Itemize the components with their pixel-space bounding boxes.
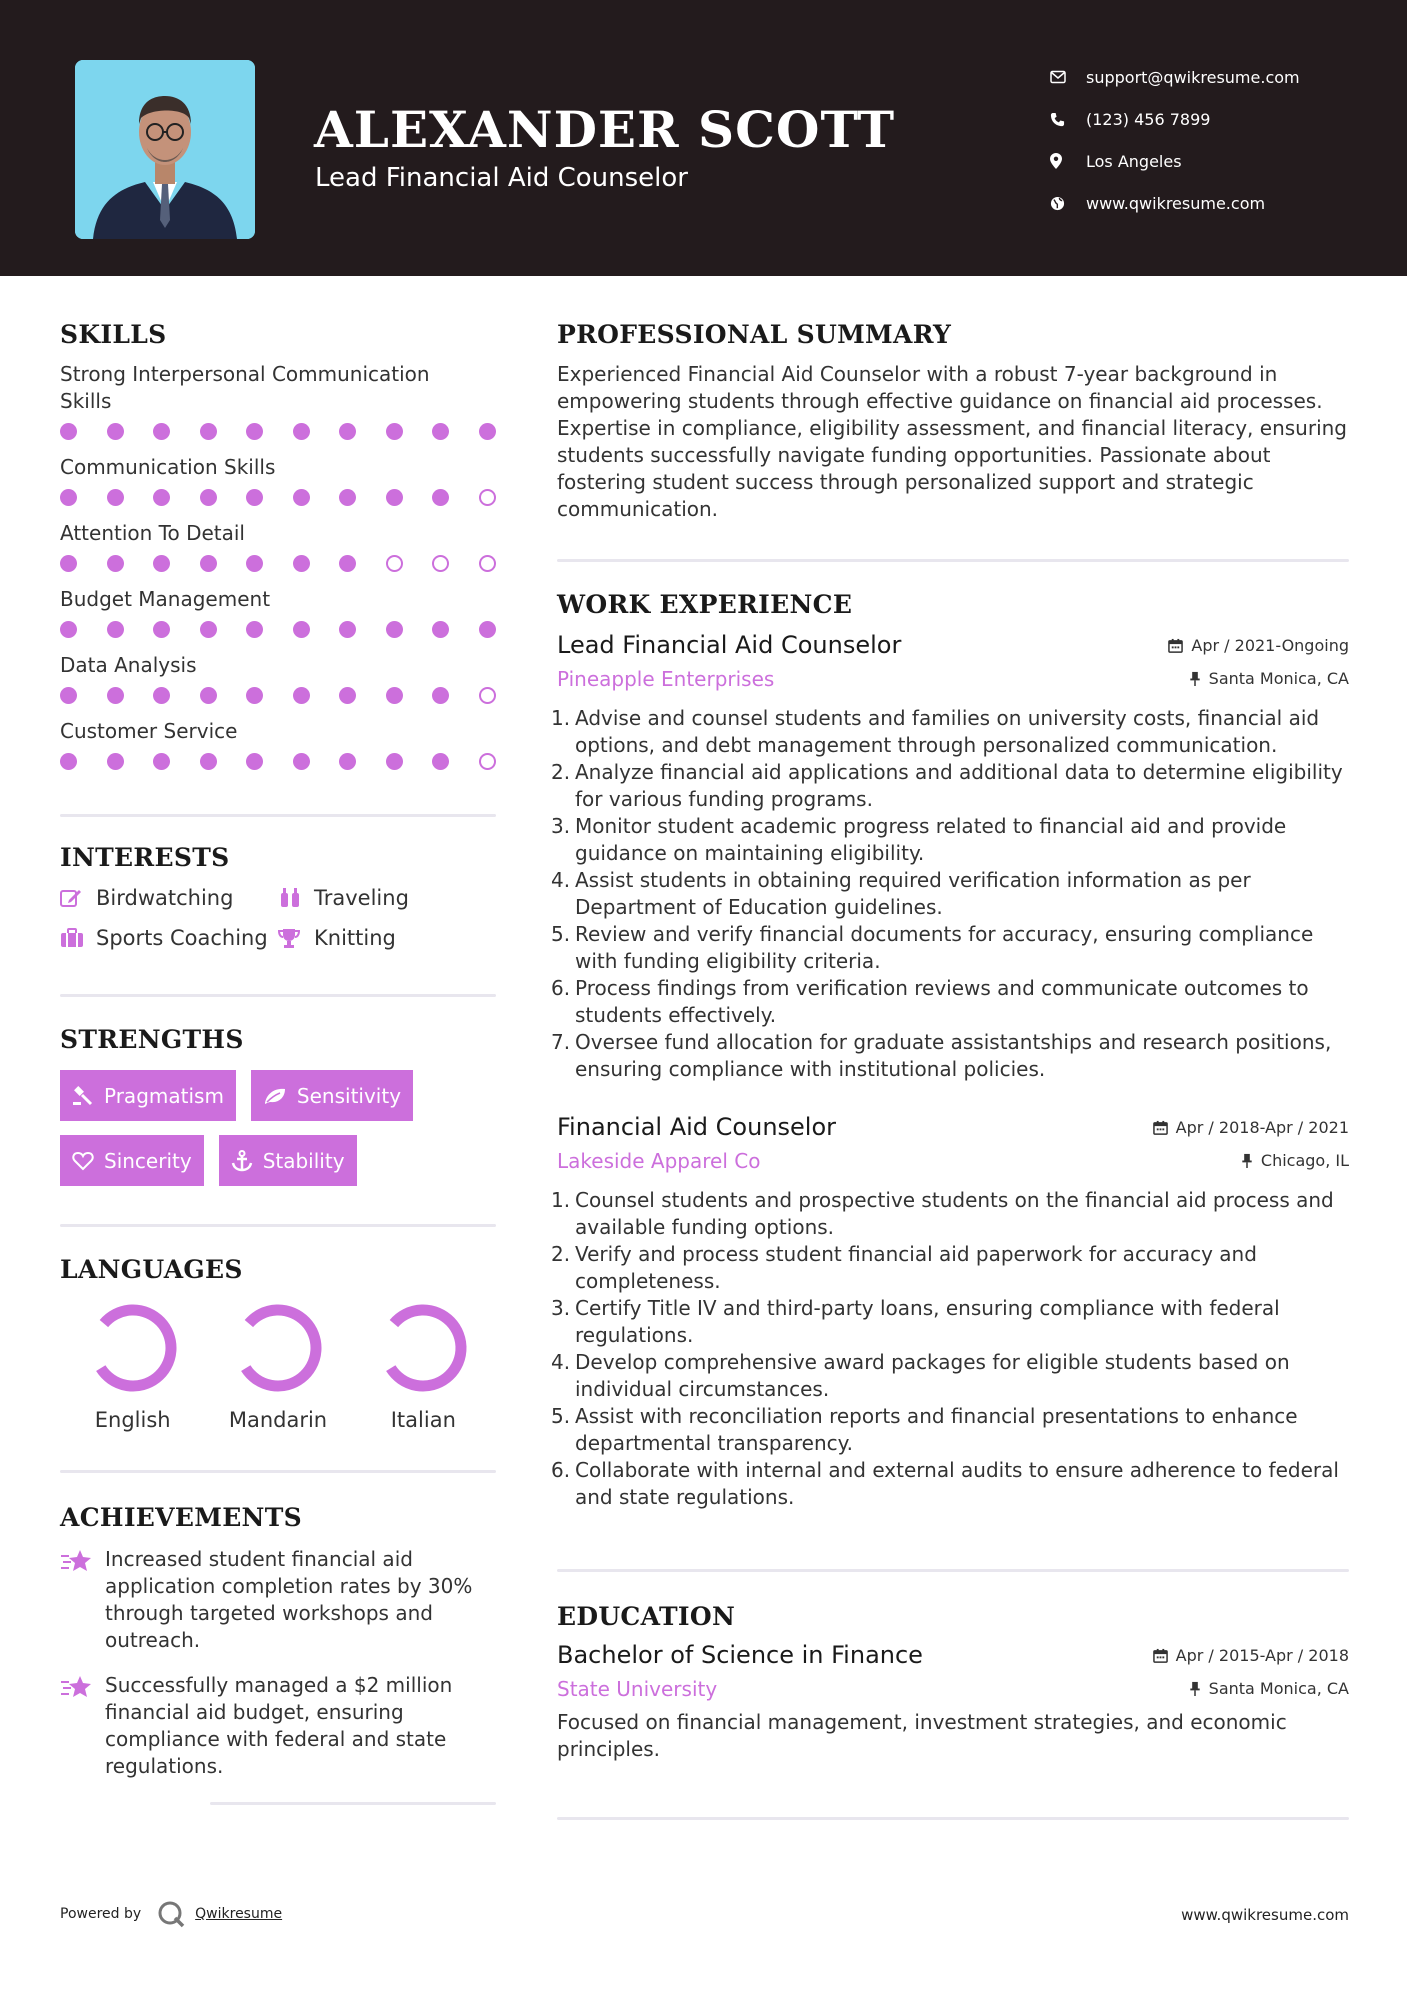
responsibility-item: Counsel students and prospective students on the financial aid process and available funding options. [575, 1188, 1334, 1239]
rating-dot-filled [432, 489, 449, 506]
interests-list [60, 886, 496, 950]
achievement-text: Increased student financial aid application completion rates by 30% through targeted workshops and outreach. [105, 1547, 473, 1652]
contact-phone-text: (123) 456 7899 [1086, 109, 1211, 129]
calendar-icon [1168, 638, 1183, 653]
responsibility-item: Review and verify financial documents for accuracy, ensuring compliance with funding eligibility criteria. [575, 922, 1314, 973]
rating-dot-filled [153, 555, 170, 572]
section-divider [557, 1569, 1349, 1572]
interest-label: Birdwatching [96, 886, 234, 910]
rating-dot-filled [246, 621, 263, 638]
rating-dot-filled [293, 489, 310, 506]
rating-dot-filled [153, 423, 170, 440]
pushpin-icon [1241, 1153, 1253, 1168]
job-entry [557, 631, 1349, 1083]
rating-dot-filled [386, 423, 403, 440]
interest-item [278, 886, 496, 910]
contact-website-text: www.qwikresume.com [1086, 193, 1266, 213]
contact-website[interactable] [1050, 182, 1300, 224]
strengths-list [60, 1070, 496, 1186]
job-company: Pineapple Enterprises [557, 667, 775, 691]
job-subheader [557, 667, 1349, 691]
skill-item [60, 586, 496, 638]
skill-rating [60, 687, 496, 704]
skill-name: Communication Skills [60, 455, 276, 479]
section-divider [60, 1224, 496, 1227]
interest-label: Sports Coaching [96, 926, 268, 950]
rating-dot-filled [246, 753, 263, 770]
rating-dot-filled [60, 687, 77, 704]
rating-dot-empty [432, 555, 449, 572]
section-divider [210, 1802, 496, 1805]
rating-dot-filled [293, 621, 310, 638]
calendar-icon [1153, 1120, 1168, 1135]
rating-dot-filled [246, 489, 263, 506]
job-location-text: Santa Monica, CA [1208, 669, 1349, 688]
rating-dot-filled [339, 555, 356, 572]
education-description: Focused on financial management, investment strategies, and economic principles. [557, 1710, 1287, 1761]
rating-dot-filled [60, 489, 77, 506]
language-name: Mandarin [228, 1408, 328, 1432]
rating-dot-filled [339, 423, 356, 440]
job-title: Financial Aid Counselor [557, 1113, 837, 1141]
languages-title: LANGUAGES [60, 1255, 243, 1284]
candidate-role: Lead Financial Aid Counselor [315, 163, 689, 193]
interest-item [60, 926, 278, 950]
rating-dot-filled [107, 555, 124, 572]
job-responsibilities [557, 1187, 1349, 1511]
job-date-text: Apr / 2021-Ongoing [1191, 636, 1349, 655]
job-subheader [557, 1149, 1349, 1173]
education-location-text: Santa Monica, CA [1208, 1679, 1349, 1698]
job-header [557, 631, 1349, 659]
skill-item [60, 520, 496, 572]
qwikresume-link[interactable]: Qwikresume [195, 1906, 283, 1922]
job-title: Lead Financial Aid Counselor [557, 631, 902, 659]
rating-dot-filled [107, 687, 124, 704]
rating-dot-filled [107, 423, 124, 440]
powered-by-label: Powered by [60, 1906, 142, 1922]
section-divider [557, 559, 1349, 562]
rating-dot-filled [200, 687, 217, 704]
rating-dot-filled [60, 423, 77, 440]
rating-dot-filled [293, 555, 310, 572]
candidate-name: ALEXANDER SCOTT [314, 100, 896, 159]
rating-dot-filled [153, 753, 170, 770]
achievement-item [60, 1672, 496, 1780]
right-column [557, 320, 1349, 1820]
language-proficiency-ring [232, 1302, 324, 1394]
job-date [1168, 636, 1349, 655]
proficiency-arc [232, 1302, 324, 1394]
skill-rating [60, 555, 496, 572]
job-header [557, 1113, 1349, 1141]
interest-label: Traveling [314, 886, 409, 910]
rating-dot-filled [200, 423, 217, 440]
rating-dot-filled [293, 423, 310, 440]
interests-title: INTERESTS [60, 843, 230, 872]
globe-icon [1050, 196, 1086, 211]
rating-dot-filled [246, 423, 263, 440]
rating-dot-filled [339, 489, 356, 506]
language-item [60, 1302, 205, 1432]
rating-dot-filled [153, 489, 170, 506]
skill-name: Attention To Detail [60, 521, 245, 545]
responsibility-item: Certify Title IV and third-party loans, ensuring compliance with federal regulations. [575, 1296, 1280, 1347]
contact-email[interactable] [1050, 56, 1300, 98]
job-location [1189, 669, 1349, 688]
rating-dot-filled [107, 489, 124, 506]
skill-rating [60, 753, 496, 770]
rating-dot-filled [107, 753, 124, 770]
phone-icon [1050, 112, 1086, 127]
education-location [1189, 1679, 1349, 1698]
education-entry [557, 1641, 1349, 1763]
leaf-icon [263, 1087, 287, 1105]
rating-dot-filled [432, 753, 449, 770]
rating-dot-filled [153, 621, 170, 638]
strength-label: Stability [262, 1148, 345, 1173]
job-entry [557, 1113, 1349, 1511]
strength-tag [60, 1135, 204, 1186]
section-divider [60, 994, 496, 997]
rating-dot-filled [386, 753, 403, 770]
rating-dot-filled [386, 687, 403, 704]
job-date-text: Apr / 2018-Apr / 2021 [1175, 1118, 1349, 1137]
pencil-icon [60, 888, 96, 908]
rating-dot-filled [246, 687, 263, 704]
hikers-icon [278, 887, 314, 909]
footer-powered-by [60, 1900, 282, 1928]
skill-item [60, 652, 496, 704]
education-degree: Bachelor of Science in Finance [557, 1641, 923, 1669]
skill-rating [60, 621, 496, 638]
contact-location-text: Los Angeles [1086, 151, 1182, 171]
experience-title: WORK EXPERIENCE [557, 590, 853, 619]
strength-label: Sensitivity [296, 1083, 402, 1108]
rating-dot-filled [200, 555, 217, 572]
rating-dot-filled [432, 687, 449, 704]
language-item [205, 1302, 350, 1432]
footer-website[interactable]: www.qwikresume.com [1181, 1906, 1349, 1924]
language-item [351, 1302, 496, 1432]
rating-dot-filled [432, 423, 449, 440]
responsibility-item: Oversee fund allocation for graduate assistantships and research positions, ensuring compliance with institutional policies. [575, 1030, 1332, 1081]
rating-dot-filled [200, 753, 217, 770]
envelope-icon [1050, 70, 1086, 84]
proficiency-arc [377, 1302, 469, 1394]
skills-title: SKILLS [60, 320, 167, 349]
section-divider [60, 1470, 496, 1473]
gavel-icon [72, 1086, 94, 1106]
achievement-item [60, 1546, 496, 1654]
strength-tag [251, 1070, 413, 1121]
section-divider [557, 1817, 1349, 1820]
language-name: Italian [390, 1408, 456, 1432]
education-title: EDUCATION [557, 1602, 736, 1631]
skill-name: Strong Interpersonal Communication Skills [60, 362, 430, 413]
job-company: Lakeside Apparel Co [557, 1149, 761, 1173]
skill-item [60, 718, 496, 770]
heart-icon [72, 1151, 94, 1171]
skill-item [60, 454, 496, 506]
rating-dot-filled [200, 621, 217, 638]
responsibility-item: Monitor student academic progress related to financial aid and provide guidance on maintaining eligibility. [575, 814, 1287, 865]
strength-label: Pragmatism [104, 1083, 224, 1108]
skills-list [60, 361, 496, 770]
shooting-star-icon [60, 1546, 105, 1578]
job-responsibilities [557, 705, 1349, 1083]
language-name: English [94, 1408, 171, 1432]
summary-text: Experienced Financial Aid Counselor with a robust 7-year background in empowering students through effective guidance on financial aid processes. Expertise in compliance, eligibility assessment, and financial literacy, ensuring students successfully navigate funding opportunities. Passionate about fostering student success through personalized support and strategic communication. [557, 362, 1347, 521]
pushpin-icon [1189, 1681, 1201, 1696]
skill-rating [60, 423, 496, 440]
skill-name: Data Analysis [60, 653, 197, 677]
rating-dot-empty [479, 753, 496, 770]
responsibility-item: Develop comprehensive award packages for eligible students based on individual circumstances. [575, 1350, 1290, 1401]
location-pin-icon [1050, 153, 1086, 169]
calendar-icon [1153, 1648, 1168, 1663]
education-date-text: Apr / 2015-Apr / 2018 [1175, 1646, 1349, 1665]
rating-dot-empty [479, 687, 496, 704]
summary-title: PROFESSIONAL SUMMARY [557, 320, 952, 349]
strength-tag [219, 1135, 357, 1186]
job-date [1153, 1118, 1349, 1137]
rating-dot-filled [60, 621, 77, 638]
shooting-star-icon [60, 1672, 105, 1704]
rating-dot-filled [339, 753, 356, 770]
skill-item [60, 361, 496, 440]
resume-header [0, 0, 1407, 276]
rating-dot-filled [339, 621, 356, 638]
rating-dot-empty [386, 555, 403, 572]
responsibility-item: Analyze financial aid applications and additional data to determine eligibility for various funding programs. [575, 760, 1343, 811]
skill-name: Customer Service [60, 719, 238, 743]
education-subheader [557, 1677, 1349, 1701]
strength-tag [60, 1070, 236, 1121]
rating-dot-filled [246, 555, 263, 572]
rating-dot-filled [386, 621, 403, 638]
contact-location [1050, 140, 1300, 182]
proficiency-arc [87, 1302, 179, 1394]
achievements-list [60, 1546, 496, 1780]
briefcase-icon [60, 928, 96, 948]
contact-email-text: support@qwikresume.com [1086, 67, 1300, 87]
rating-dot-empty [479, 489, 496, 506]
qwikresume-logo-icon [157, 1900, 185, 1928]
rating-dot-filled [200, 489, 217, 506]
trophy-icon [278, 927, 314, 949]
rating-dot-filled [339, 687, 356, 704]
rating-dot-empty [479, 555, 496, 572]
strength-label: Sincerity [104, 1148, 192, 1173]
interest-item [278, 926, 496, 950]
job-location-text: Chicago, IL [1260, 1151, 1349, 1170]
skill-name: Budget Management [60, 587, 271, 611]
rating-dot-filled [479, 621, 496, 638]
responsibility-item: Advise and counsel students and families on university costs, financial aid options, and debt management through personalized communication. [575, 706, 1320, 757]
contact-list [1050, 56, 1300, 224]
rating-dot-filled [432, 621, 449, 638]
achievements-title: ACHIEVEMENTS [60, 1503, 302, 1532]
rating-dot-filled [107, 621, 124, 638]
section-divider [60, 814, 496, 817]
language-proficiency-ring [87, 1302, 179, 1394]
rating-dot-filled [293, 687, 310, 704]
languages-list [60, 1302, 496, 1432]
responsibility-item: Verify and process student financial aid paperwork for accuracy and completeness. [575, 1242, 1257, 1293]
rating-dot-filled [153, 687, 170, 704]
responsibility-item: Process findings from verification reviews and communicate outcomes to students effectively. [575, 976, 1309, 1027]
left-column [60, 320, 496, 1805]
rating-dot-filled [386, 489, 403, 506]
skill-rating [60, 489, 496, 506]
job-location [1241, 1151, 1349, 1170]
rating-dot-filled [479, 423, 496, 440]
interest-item [60, 886, 278, 910]
education-date [1153, 1646, 1349, 1665]
interest-label: Knitting [314, 926, 396, 950]
pushpin-icon [1189, 671, 1201, 686]
language-proficiency-ring [377, 1302, 469, 1394]
rating-dot-filled [293, 753, 310, 770]
achievement-text: Successfully managed a $2 million financial aid budget, ensuring compliance with federal and state regulations. [105, 1673, 453, 1778]
responsibility-item: Assist students in obtaining required verification information as per Department of Education guidelines. [575, 868, 1251, 919]
education-school: State University [557, 1677, 718, 1701]
anchor-icon [231, 1150, 253, 1172]
strengths-title: STRENGTHS [60, 1025, 244, 1054]
responsibility-item: Collaborate with internal and external audits to ensure adherence to federal and state regulations. [575, 1458, 1339, 1509]
contact-phone[interactable] [1050, 98, 1300, 140]
rating-dot-filled [60, 555, 77, 572]
rating-dot-filled [60, 753, 77, 770]
education-header [557, 1641, 1349, 1669]
responsibility-item: Assist with reconciliation reports and financial presentations to enhance departmental transparency. [575, 1404, 1298, 1455]
profile-photo [75, 60, 255, 239]
